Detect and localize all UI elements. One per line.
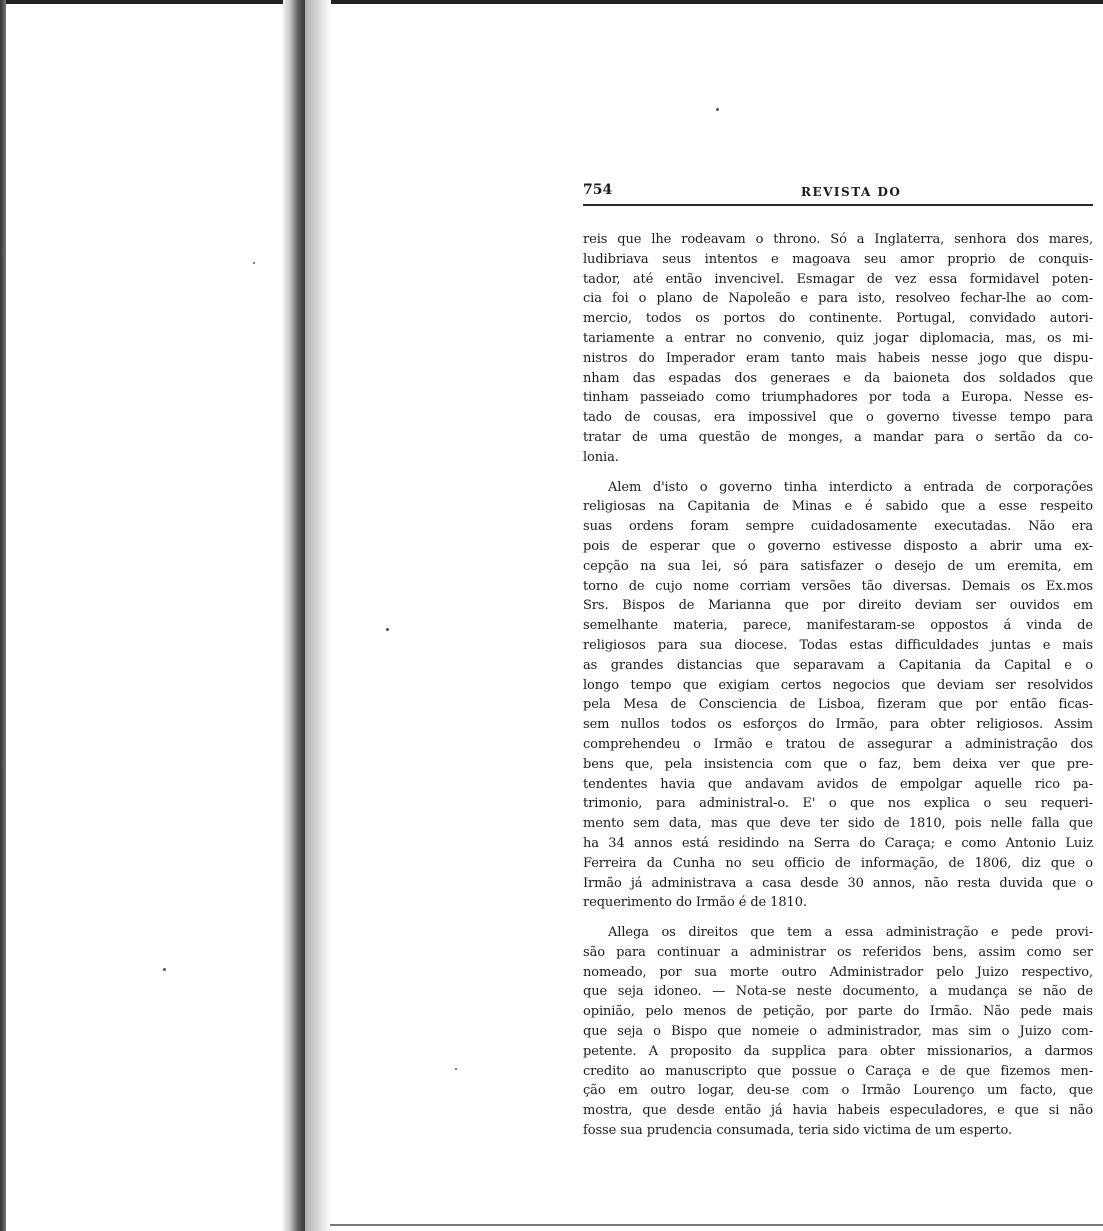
text-line: religiosas na Capitania de Minas e é sabido que a esse respeito xyxy=(583,499,1093,515)
running-title: REVISTA DO xyxy=(801,185,902,199)
text-line: as grandes distancias que separavam a Capitania da Capital e o xyxy=(583,657,1093,673)
text-line: tador, até então invencivel. Esmagar de vez essa formidavel poten- xyxy=(583,271,1093,287)
text-line: Irmão já administrava a casa desde 30 annos, não resta duvida que o xyxy=(583,875,1093,891)
text-line: são para continuar a administrar os referidos bens, assim como ser xyxy=(583,944,1093,960)
text-line: Ferreira da Cunha no seu officio de informação, de 1806, diz que o xyxy=(583,855,1093,871)
text-line: tinham passeiado como triumphadores por toda a Europa. Nesse es- xyxy=(583,390,1093,406)
paragraph xyxy=(583,923,1093,1141)
text-line: mento sem data, mas que deve ter sido de 1810, pois nelle falla que xyxy=(583,816,1093,832)
paragraph-gap xyxy=(583,468,1093,478)
scan-speck xyxy=(386,628,389,631)
text-line: nistros do Imperador eram tanto mais habeis nesse jogo que dispu- xyxy=(583,350,1093,366)
text-line: nomeado, por sua morte outro Administrador pelo Juizo respectivo, xyxy=(583,964,1093,980)
text-line: Srs. Bispos de Marianna que por direito deviam ser ouvidos em xyxy=(583,598,1093,614)
book-left-edge xyxy=(0,0,6,1231)
text-line: semelhante materia, parece, manifestaram-se oppostos á vinda de xyxy=(583,618,1093,634)
text-line: longo tempo que exigiam certos negocios que deviam ser resolvidos xyxy=(583,677,1093,693)
page-header xyxy=(583,178,1093,202)
body-text xyxy=(583,230,1093,1141)
book-gutter xyxy=(283,0,305,1231)
text-line: cepção na sua lei, só para satisfazer o desejo de um eremita, em xyxy=(583,558,1093,574)
text-line: pela Mesa de Consciencia de Lisboa, fizeram que por então ficas- xyxy=(583,697,1093,713)
text-line: religiosos para sua diocese. Todas estas difficuldades juntas e mais xyxy=(583,637,1093,653)
text-line: tratar de uma questão de monges, a mandar para o sertão da co- xyxy=(583,429,1093,445)
scan-top-edge xyxy=(0,0,1103,4)
text-line: trimonio, para administral-o. E' o que nos explica o seu requeri- xyxy=(583,796,1093,812)
text-line: fosse sua prudencia consumada, teria sido victima de um esperto. xyxy=(583,1123,1013,1139)
text-line: Alem d'isto o governo tinha interdicto a entrada de corporações xyxy=(608,479,1093,495)
scan-speck xyxy=(253,262,255,264)
text-line: reis que lhe rodeavam o throno. Só a Inglaterra, senhora dos mares, xyxy=(583,232,1093,247)
text-line: pois de esperar que o governo estivesse disposto a abrir uma ex- xyxy=(583,538,1093,554)
page-number: 754 xyxy=(583,182,613,198)
text-line: nham das espadas dos generaes e da baioneta dos soldados que xyxy=(583,370,1093,386)
text-line: comprehendeu o Irmão e tratou de assegurar a administração dos xyxy=(583,736,1093,752)
text-line: Allega os direitos que tem a essa administração e pede provi- xyxy=(608,925,1093,941)
text-line: ha 34 annos está residindo na Serra do Caraça; e como Antonio Luiz xyxy=(583,835,1093,851)
text-line: credito ao manuscripto que possue o Caraça e de que fizemos men- xyxy=(583,1063,1093,1079)
text-line: mostra, que desde então já havia habeis especuladores, e que si não xyxy=(583,1103,1093,1119)
text-line: petente. A proposito da supplica para obter missionarios, a darmos xyxy=(583,1043,1093,1059)
text-line: que seja idoneo. — Nota-se neste documento, a mudança se não de xyxy=(583,984,1093,1000)
scan-speck xyxy=(455,1068,457,1070)
gutter-shadow xyxy=(305,0,331,1231)
text-line: mercio, todos os portos do continente. Portugal, convidado autori- xyxy=(583,311,1093,327)
text-line: requerimento do Irmão é de 1810. xyxy=(583,895,807,911)
text-line: bens que, pela insistencia com que o faz, bem deixa ver que pre- xyxy=(583,756,1093,772)
text-line: cia foi o plano de Napoleão e para isto, resolveo fechar-lhe ao com- xyxy=(583,291,1093,307)
text-line: tariamente a entrar no convenio, quiz jogar diplomacia, mas, os mi- xyxy=(583,330,1093,346)
paragraph-gap xyxy=(583,913,1093,923)
scan-bottom-edge xyxy=(330,1224,1103,1226)
header-rule xyxy=(583,204,1093,206)
book-page xyxy=(583,178,1093,1141)
text-line: que seja o Bispo que nomeie o administrador, mas sim o Juizo com- xyxy=(583,1024,1093,1040)
text-line: sem nullos todos os esforços do Irmão, para obter religiosos. Assim xyxy=(583,717,1093,733)
text-line: ção em outro logar, deu-se com o Irmão Lourenço um facto, que xyxy=(583,1083,1093,1099)
text-line: lonia. xyxy=(583,449,619,465)
text-line: suas ordens foram sempre cuidadosamente executadas. Não era xyxy=(583,519,1093,535)
text-line: torno de cujo nome corriam versões tão diversas. Demais os Ex.mos xyxy=(583,578,1093,594)
paragraph xyxy=(583,478,1093,914)
scan-speck xyxy=(163,968,166,971)
text-line: tado de cousas, era impossivel que o governo tivesse tempo para xyxy=(583,410,1093,426)
text-line: ludibriava seus intentos e magoava seu amor proprio de conquis- xyxy=(583,251,1093,267)
paragraph xyxy=(583,230,1093,468)
text-line: opinião, pelo menos de petição, por parte do Irmão. Não pede mais xyxy=(583,1004,1093,1020)
scan-speck xyxy=(716,108,719,111)
text-line: tendentes havia que andavam avidos de empolgar aquelle rico pa- xyxy=(583,776,1093,792)
